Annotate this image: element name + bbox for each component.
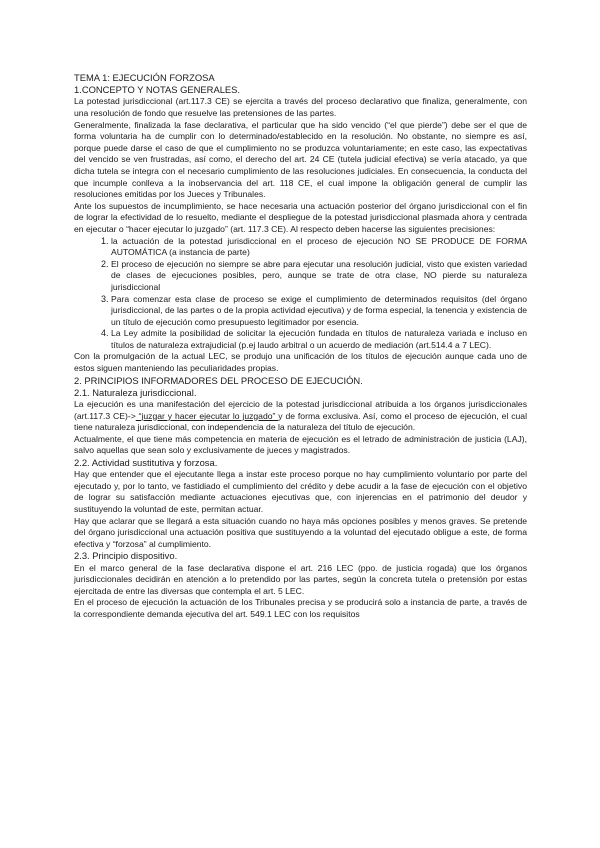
subsection-heading-2-1: 2.1. Naturaleza jurisdiccional. (74, 386, 197, 398)
subsection-heading-2-3: 2.3. Principio dispositivo. (74, 550, 178, 562)
paragraph-text: y de forma exclusiva. Así, como el proceso de ejecución, el cual tiene naturaleza jurisdiccional, con independencia de la naturaleza del título de ejecución. (74, 410, 527, 433)
paragraph (74, 399, 527, 434)
numbered-list (74, 236, 527, 352)
section-heading-1: 1.CONCEPTO Y NOTAS GENERALES. (74, 84, 241, 96)
paragraph: Generalmente, finalizada la fase declarativa, el particular que ha sido vencido (“el que pierde”) debe ser el que de forma voluntaria ha de cumplir con lo determinado/establecido en la resolución. No obstante, no siempre es así, porque puede darse el caso de que el cumplimiento no se produzca voluntariamente; en este caso, las expectativas del vencido se ven frustradas, así como, el derecho del art. 24 CE (tutela judicial efectiva) se vería atacado, ya que dicha tutela se integra con el necesario cumplimiento de las resoluciones judiciales. En consecuencia, la conducta del que incumple conlleva a la inobservancia del art. 118 CE, el cual impone la obligación general de cumplir las resoluciones emitidas por los Jueces y Tribunales. (74, 119, 527, 200)
subsection-heading-2-2: 2.2. Actividad sustitutiva y forzosa. (74, 457, 218, 469)
list-item: 4. La Ley admite la posibilidad de solicitar la ejecución fundada en títulos de naturaleza variada e incluso en títulos de naturaleza extrajudicial (p.ej laudo arbitral o un acuerdo de mediación (art.514.4 a 7 LEC). (111, 328, 527, 351)
paragraph: En el proceso de ejecución la actuación de los Tribunales precisa y se producirá solo a instancia de parte, a través de la correspondiente demanda ejecutiva del art. 549.1 LEC con los requisitos (74, 597, 527, 619)
paragraph: Ante los supuestos de incumplimiento, se hace necesaria una actuación posterior del órgano jurisdiccional con el fin de lograr la efectividad de lo resuelto, mediante el despliegue de la potestad jurisdiccional plasmada ahora y centrada en ejecutar o “hacer ejecutar lo juzgado” (art. 117.3 CE). Al respecto deben hacerse las siguientes precisiones: (74, 200, 527, 234)
paragraph: En el marco general de la fase declarativa dispone el art. 216 LEC (ppo. de justicia rogada) que los órganos jurisdiccionales decidirán en atención a lo pretendido por las partes, según la concreta tutela o pretensión por estas ejercitada de entre las diversas que contempla el art. 5 LEC. (74, 562, 527, 596)
paragraph: La potestad jurisdiccional (art.117.3 CE) se ejercita a través del proceso declarativo que finaliza, generalmente, con una resolución de fondo que resuelve las pretensiones de las partes. (74, 96, 527, 118)
document-title: TEMA 1: EJECUCIÓN FORZOSA (74, 72, 215, 83)
paragraph: Hay que aclarar que se llegará a esta situación cuando no haya más opciones posibles y menos graves. Se pretende del órgano jurisdiccional una actuación positiva que sustituyendo a la voluntad del ejecutado obligue a este, de forma efectiva y “forzosa” al cumplimiento. (74, 515, 527, 549)
paragraph: Con la promulgación de la actual LEC, se produjo una unificación de los títulos de ejecución aunque cada uno de estos siguen manteniendo las peculiaridades propias. (74, 351, 527, 374)
list-item: 3. Para comenzar esta clase de proceso se exige el cumplimiento de determinados requisitos (del órgano jurisdiccional, de las partes o de la propia actividad ejecutiva) y de forma especial, la tenencia y existencia de un título de ejecución como presupuesto legitimador por esencia. (111, 294, 527, 329)
paragraph: Hay que entender que el ejecutante llega a instar este proceso porque no hay cumplimiento voluntario por parte del ejecutado y, por lo tanto, ve fastidiado el cumplimiento del crédito y debe acudir a la fase de ejecución con el objetivo de lograr su satisfacción mediante actuaciones ejecutivas que, con injerencias en el patrimonio del deudor y sustituyendo la voluntad de este, permitan actuar. (74, 469, 527, 515)
arrow-text: -> (127, 410, 136, 421)
section-heading-2: 2. PRINCIPIOS INFORMADORES DEL PROCESO DE EJECUCIÓN. (74, 374, 363, 386)
list-item: 1. la actuación de la potestad jurisdiccional en el proceso de ejecución NO SE PRODUCE DE FORMA AUTOMÁTICA (a instancia de parte) (111, 236, 527, 259)
list-item: 2. El proceso de ejecución no siempre se abre para ejecutar una resolución judicial, visto que existen variedad de clases de ejecuciones posibles, pero, aunque se trate de otra clase, NO pierde su naturaleza jurisdiccional (111, 259, 527, 294)
underlined-quote: “juzgar y hacer ejecutar lo juzgado” (135, 410, 279, 421)
paragraph-text: La ejecución es una manifestación del ejercicio de la potestad jurisdiccional atribuida a los órganos jurisdiccionales (art.117.3 CE) (74, 399, 527, 421)
paragraph: Actualmente, el que tiene más competencia en materia de ejecución es el letrado de administración de justicia (LAJ), salvo aquellas que sean solo y exclusivamente de jueces y magistrados. (74, 433, 527, 456)
